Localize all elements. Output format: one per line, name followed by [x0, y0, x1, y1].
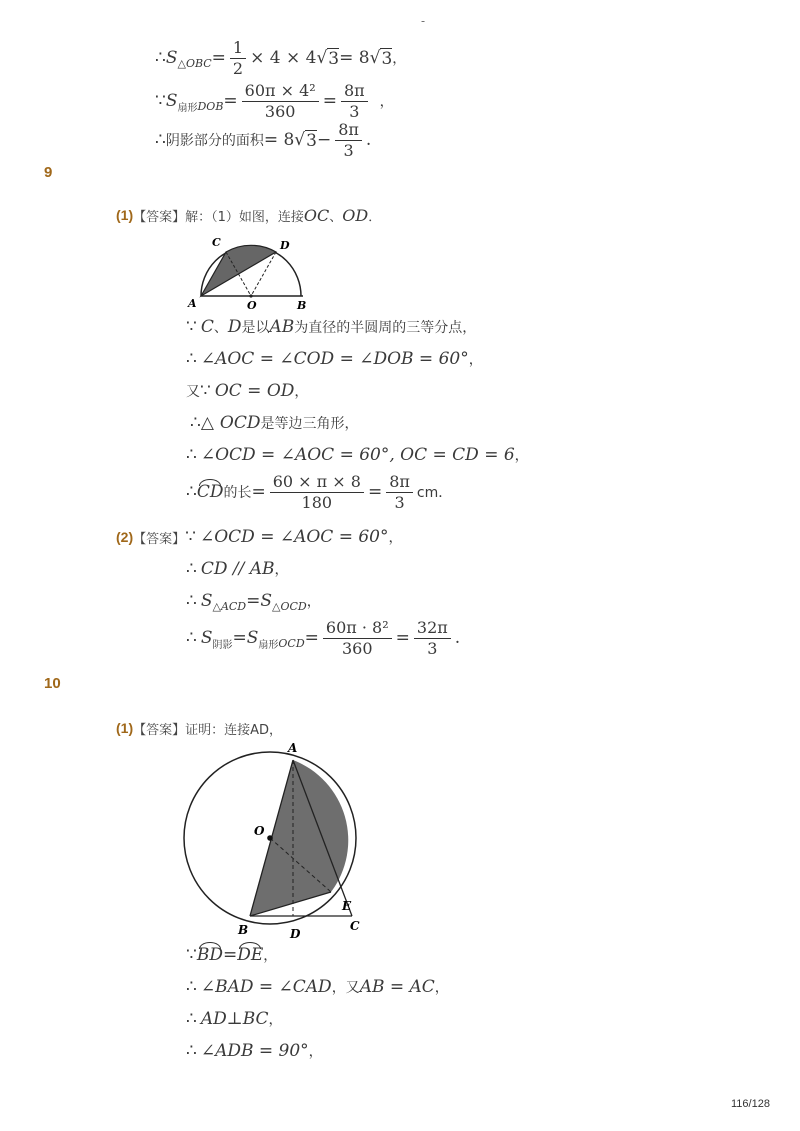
arc-de: DE [237, 945, 264, 965]
q9-p2-step-2: ∴ CD // AB ， [186, 559, 289, 579]
label-D: D [290, 927, 301, 941]
label-O: O [254, 824, 265, 838]
label-O: O [247, 299, 257, 312]
prev-line-1: ∴ S △OBC = $\frac{1}{2}$ × 4 × 4 √ 3 = 8 √ 3 ， [155, 37, 407, 78]
fraction: $\frac{1}{2}$ [230, 39, 246, 78]
label-A: A [288, 741, 298, 755]
fraction: $\frac{32\pi}{3}$ [414, 619, 451, 658]
label-C: C [350, 919, 360, 933]
prev-line-2: ∵ S 扇形 DOB = $\frac{\text{60π × 4²}}{360}$ = $\frac{8\pi}{3}$ ， [155, 80, 394, 121]
q9-p2-step-3: ∴ S △ACD = S △OCD ， [186, 591, 321, 613]
fraction: $\frac{60 \times \pi \times 8}{180}$ [270, 473, 364, 512]
q10-step-3: ∴ AD⊥BC ， [186, 1009, 283, 1029]
q9-step-4: ∴△ OCD 是等边三角形， [190, 413, 359, 433]
q9-part1-header: (1) 【答案】 解：（1）如图，连接 OC 、 OD ． [116, 205, 382, 225]
q10-step-4: ∴ ∠ADB = 90° ， [186, 1041, 323, 1061]
q9-step-1: ∵ C 、 D 是以 AB 为直径的半圆周的三等分点， [186, 317, 477, 337]
fraction: $\frac{\text{60π × 4²}}{360}$ [242, 82, 319, 121]
q10-part1-header: (1) 【答案】 证明：连接AD， [116, 720, 283, 738]
label-B: B [238, 923, 249, 937]
q10-step-1: ∵ BD = DE ， [186, 945, 278, 965]
q9-step-6: ∴ CD 的长 = $\frac{60 \times \pi \times 8}{180}$ = $\frac{8\pi}{3}$ cm． [186, 471, 453, 512]
arc-bd: BD [196, 945, 223, 965]
fraction: $\frac{8\pi}{3}$ [335, 121, 362, 160]
q9-step-5: ∴ ∠OCD = ∠AOC = 60°, OC = CD = 6 ， [186, 445, 529, 465]
fraction: $\frac{\text{60π · 8²}}{360}$ [323, 619, 392, 658]
label-C: C [212, 236, 221, 249]
question-number-9: 9 [44, 164, 53, 181]
top-dash: - [421, 14, 426, 28]
fraction: $\frac{8\pi}{3}$ [341, 82, 368, 121]
q9-p2-step-4: ∴ S 阴影 = S 扇形 OCD = $\frac{\text{60π · 8²}}{360}$ = $\frac{32\pi}{3}$ . [186, 617, 461, 658]
circle-triangle-figure [178, 738, 378, 946]
q9-part2-header: (2) 【答案】 ∵ ∠OCD = ∠AOC = 60° ， [116, 527, 403, 547]
label-B: B [297, 299, 307, 312]
label-E: E [342, 899, 352, 913]
q10-step-2: ∴ ∠BAD = ∠CAD ，又 AB = AC ， [186, 977, 449, 997]
question-number-10: 10 [44, 675, 61, 692]
q9-step-2: ∴ ∠AOC = ∠COD = ∠DOB = 60° ， [186, 349, 483, 369]
q9-step-3: 又 ∵ OC = OD ， [186, 381, 309, 401]
label-A: A [188, 297, 197, 310]
arc-cd: CD [196, 482, 224, 502]
page-number: 116/128 [731, 1098, 770, 1110]
fraction: $\frac{8\pi}{3}$ [386, 473, 413, 512]
prev-line-3: ∴ 阴影部分的面积 = 8 √ 3 − $\frac{8\pi}{3}$ . [155, 119, 372, 160]
label-D: D [280, 239, 290, 252]
semicircle-figure [182, 232, 312, 312]
